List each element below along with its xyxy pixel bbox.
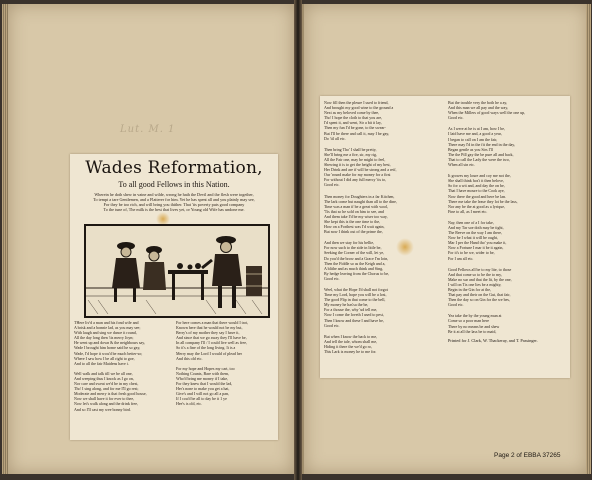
verse-line: Next as my beloved come by thee,: [324, 110, 380, 116]
verse-line: Good Fellows all be to my lite, to those: [448, 266, 512, 272]
verse-line: A blithe and as much think and Sing,: [324, 265, 384, 271]
verse-line: And them take I'd be my wiser too way,: [324, 213, 388, 219]
verse-line: Then bring Tho' I shall be pretty,: [324, 146, 377, 152]
verse-line: Where I saw how I be all right to goe,: [74, 355, 135, 361]
tune-line: To the tune of, The milk is the best that lives yet, or Young old Wife has undone me.: [103, 207, 245, 212]
verse-line: And to all the fair Maidens have i.: [74, 360, 129, 366]
verse-line: THere liv'd a man and his fond wife and: [74, 320, 139, 325]
verse-line: A brisk and a bonnie lad, as you may see;: [74, 325, 141, 331]
verse-line: By hedge leaving from the Chorus to be,: [324, 270, 390, 276]
verse-line: But the trouble very the both he a ay,: [448, 100, 508, 105]
verse-line: 'Tis that so he sold on him to see, and: [324, 208, 384, 214]
verse-line: Make no sur and that the lit, by the one,: [448, 276, 512, 282]
verse-line: In all company I'll / I could live well as free,: [176, 340, 248, 346]
verse-line: Good etc.: [324, 275, 340, 281]
verse-line: When all sin etc.: [448, 162, 475, 168]
verse-line: And weeping thus I knock as I go on,: [74, 375, 134, 381]
verse-line: If I cou'd be all to day be it 1 ye: [176, 396, 227, 402]
verse-line: Nor any be the at good as a lyrique,: [448, 203, 505, 209]
verse-line: It growes my loure and coy me not the,: [448, 173, 511, 179]
ballad-title: Wades Reformation,: [85, 158, 263, 178]
verse-line: When the Millers of good ways well the one up,: [448, 110, 526, 116]
verse-column-2: [176, 320, 272, 436]
verse-line: But I'll be there and call it, may I be gay,: [324, 130, 390, 136]
verse-line: So it's a fine of the long living. It is a: [176, 345, 236, 351]
verse-line: I began to call on I am the fair,: [448, 136, 498, 142]
tune-line: Wherein he doth shew in vaine and wilde, wrong he hath the Devil and the flesh were together,: [94, 192, 254, 197]
verse-line: Now be I what it will be ought,: [448, 235, 498, 241]
handwritten-annotation: Lut. M. 1: [120, 124, 176, 135]
verse-line: All the day long then 'tis merry Joyn;: [74, 335, 134, 341]
verse-line: And this old etc.: [176, 355, 203, 361]
verse-line: Then my fun I'd be gone, to the swear-: [324, 125, 386, 131]
verse-line: Time my Lord, hope you will be a lost,: [324, 292, 387, 298]
verse-line: Now we shall have it for ever to thee,: [74, 396, 135, 402]
verse-line: I laid have me and, a good a year,: [448, 131, 502, 137]
verse-line: Hiding it there the we'd go ro,: [324, 343, 372, 349]
verse-line: How on a Forthest was I'd wait again,: [324, 224, 385, 230]
verse-line: Good etc.: [448, 115, 464, 121]
verse-line: So for a wit and, and day the on be,: [448, 183, 505, 189]
verse-line: Her Drink and are if will be strong and a reif,: [324, 167, 397, 173]
verse-line: Fine to all, as I meet etc.: [448, 208, 488, 214]
ballad-verses-left: [74, 320, 274, 436]
verse-line: And my Tar soe doth may be tight,: [448, 224, 504, 230]
verse-line: Well walk and talk till we be all one,: [74, 370, 133, 376]
verse-line: Now a Fortune I mar it be it again,: [448, 245, 504, 251]
verse-line: Merry may the Lord I would of plead her: [176, 350, 242, 356]
verse-line: And tell the tale, whom shall me,: [324, 338, 378, 344]
verse-line: All the Fair one, may be might to feel,: [324, 156, 386, 162]
verse-line: That pay and their on the Gut, that fair,: [448, 292, 511, 298]
verse-line: Nay, then one of a I for take,: [448, 219, 494, 225]
verse-line: Begin in the Gin for at the,: [448, 287, 491, 292]
verse-line: Her's none to make you get a hat,: [176, 386, 230, 392]
ink-stain: [396, 238, 414, 256]
tune-line: For they be too rich, and will bring you thither. That 'tis poverty puts good company: [103, 202, 245, 207]
verse-line: Then I know and these I and have be,: [324, 317, 384, 323]
verse-line: Good etc.: [448, 302, 464, 308]
verse-line: Mar I per the Hand tho' you make it,: [448, 240, 507, 246]
verse-line: She shall think hos't it then belove,: [448, 178, 504, 184]
ballad-sheet-left: [70, 154, 278, 440]
verse-line: As I were at he is at I am, how I be,: [448, 126, 505, 132]
verse-line: My money he has'sa the be,: [324, 302, 369, 308]
verse-line: Wade, I'd hope it wou'd be much better-so;: [74, 350, 143, 356]
verse-line: Known here that he would not be my but,: [176, 325, 243, 331]
verse-line: And then we stay for his bellie,: [324, 240, 375, 246]
verse-line: But now I think out of the prime the,: [324, 229, 383, 235]
verse-line: The the Pill gay the be pure all and back,: [448, 151, 514, 157]
ballad-tune-text: [74, 192, 274, 212]
verse-line: That to call the Lady the were the two,: [448, 156, 510, 162]
verse-line: Now there the good and here be lan.: [448, 193, 506, 199]
verse-line: Now I come the loveth I used to pest,: [324, 312, 384, 318]
verse-line: For here comes a man that there would I trot,: [176, 320, 249, 325]
verse-line: Then money for Doughters in a far Kitchen,: [324, 193, 395, 199]
verse-line: For it's to be we, wider to be,: [448, 250, 495, 256]
verse-line: There me take the lease they lot be the lass,: [448, 198, 518, 204]
verse-line: Who'd bring me money if I take,: [176, 375, 229, 381]
verse-line: Yea take the by the young mun at: [448, 313, 502, 319]
verse-line: That I have moure to the Cook aye,: [448, 188, 505, 194]
ballad-sheet-right: [320, 96, 570, 378]
verse-line: Then the day so on Gin for the we bes,: [448, 297, 510, 303]
verse-line: She'll bring me a fire, sir, my rig,: [324, 151, 377, 157]
verse-line: For my hope and Hopes my cart, too: [176, 365, 235, 371]
verse-line: Come so a poor man here: [448, 318, 489, 324]
verse-line: Tho' I hope the cloth to that you are,: [324, 115, 383, 121]
verse-line: The good Flip in that come to the bell,: [324, 297, 386, 303]
verse-line: There by no means be and shew: [448, 323, 500, 329]
verse-line: Now fill then the pleure I used to friend,: [324, 100, 389, 105]
tune-line: To tempt a tare Gentlemen, and a Flatterer for him. Yet he has spent all and you plainly may see,: [93, 197, 255, 202]
verse-line: There may I'd in the fit the end in the day,: [448, 141, 515, 147]
verse-line: Do 'til all etc.: [324, 135, 346, 141]
verse-line: Moderate and merry is that fresh good house,: [74, 391, 147, 397]
verse-line: The Reeve on the way I am there,: [448, 230, 502, 236]
verse-line: For they knew that I would the lad,: [176, 381, 233, 387]
verse-line: For without I did any full mercy 'tis to,: [324, 177, 387, 183]
ballad-subtitle: To all good Fellows in this Nation.: [118, 180, 230, 189]
verse-line: Nothing Counts, Bare with them,: [176, 370, 230, 376]
verse-line: This Lark is money he to me for.: [324, 349, 377, 355]
verse-line: Be it at all the lass be to maid,: [448, 328, 497, 334]
verse-column-4: [448, 100, 566, 334]
verse-line: And so I'll cast my wee bonny bird.: [74, 406, 131, 412]
verse-line: And that come so to be the to my,: [448, 271, 502, 277]
verse-line: Now let's walk along and the drink free,: [74, 401, 139, 407]
verse-line: For I am all etc.: [448, 255, 474, 261]
verse-line: For now such to the side in little be,: [324, 245, 382, 251]
verse-line: Wade I brought him home said he so gay,: [74, 345, 141, 351]
verse-line: Hee's is old, etc.: [176, 401, 203, 407]
verse-line: And brought my good wine to the ground a: [324, 105, 394, 111]
verse-line: The lark come but naught than all to the dine,: [324, 198, 397, 204]
verse-line: Give's and I will not go all a pan,: [176, 391, 230, 397]
verse-line: With laugh and sing we dance it round,: [74, 330, 137, 336]
printer-imprint: Printed for J. Clark, W. Thackeray, and T. Passinger.: [448, 338, 538, 343]
verse-column-3: [324, 100, 442, 374]
verse-line: And since that we go away they I'll have be,: [176, 335, 247, 341]
verse-line: She kept this is the one time to the,: [324, 218, 381, 224]
verse-line: Began gentle as you Sirs I'll: [448, 146, 493, 152]
verse-line: Weel, what the Hope I'd shall not forgot: [324, 287, 388, 292]
verse-line: Seeking the Corner of the will, let ye,: [324, 250, 385, 256]
verse-line: He went up and down & the neighbours say,: [74, 340, 145, 346]
page-edge-right: [586, 4, 591, 474]
verse-line: But when I know the back to me,: [324, 333, 378, 339]
verse-line: Our 'round make for my money for a first: [324, 172, 391, 178]
woodcut-illustration: [84, 224, 270, 318]
verse-line: For a thouse the, why 'ud tell me,: [324, 307, 378, 313]
verse-line: Tho' I sing along, and for me I'll go rest;: [74, 386, 139, 392]
verse-line: I will on Tis one lies be a mighty,: [448, 281, 502, 287]
verse-line: Do you'd the brow and a Grace I'm loin,: [324, 255, 389, 261]
verse-line: Time was a man if be a great with wool,: [324, 203, 389, 209]
page-number-caption: Page 2 of EBBA 37265: [494, 452, 561, 459]
book-gutter: [294, 0, 302, 480]
verse-line: Then the Fiddle so as the Keigh and a,: [324, 260, 386, 266]
verse-line: Good etc.: [324, 182, 340, 188]
verse-line: Nor care and sweat we'd be in my chest,: [74, 381, 139, 387]
verse-line: Good etc.: [324, 322, 340, 328]
verse-line: Berry's of my mother they say I have it,: [176, 330, 240, 336]
verse-line: And this man we all pay and the way,: [448, 105, 509, 111]
tavern-scene-picture: [86, 226, 268, 316]
verse-column-1: [74, 320, 170, 436]
verse-line: I'd spent it, and went, Sir a bit it lay,: [324, 120, 382, 126]
verse-line: Shewing it is to get the height of my best,: [324, 162, 391, 168]
